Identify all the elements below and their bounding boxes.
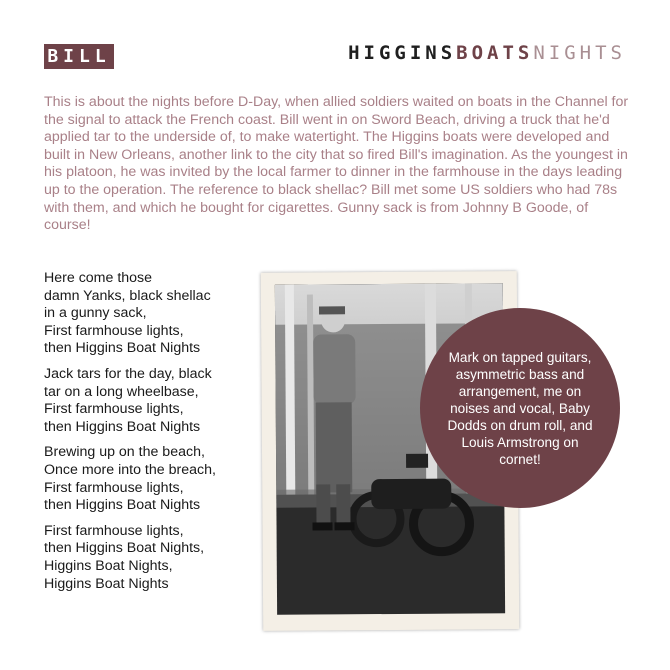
lyric-line: then Higgins Boat Nights,	[44, 540, 205, 557]
title-part-higgins: HIGGINS	[348, 42, 457, 64]
lyric-line: Higgins Boat Nights	[44, 575, 169, 592]
lyric-line: then Higgins Boat Nights	[44, 418, 201, 435]
lyric-line: First farmhouse lights,	[44, 479, 184, 496]
lyric-line: Here come those	[44, 270, 153, 286]
intro-paragraph: This is about the nights before D-Day, when allied soldiers waited on boats in the Channel for the signal to attack the French coast. Bill went in on Sword Beach, driving a truck that he'd applied tar to the underside of, to make watertight. The Higgins boats were developed and built in New Orleans, another link to the city that so fired Bill's imagination. As the youngest in his platoon, he was invited by the local farmer to dinner in the farmhouse in the days leading up to the operation. The reference to black shellac? Bill met some US soldiers who had 78s with them, and which he bought for cigarettes. Gunny sack is from Johnny B Goode, of course!	[44, 94, 629, 234]
lyric-stanza	[44, 444, 254, 514]
song-badge: BILL	[44, 44, 114, 69]
lyrics	[44, 270, 254, 601]
credits-bubble	[420, 308, 620, 508]
lyric-line: Once more into the breach,	[44, 461, 216, 478]
lyric-line: Brewing up on the beach,	[44, 444, 205, 461]
lyric-line: First farmhouse lights,	[44, 522, 184, 539]
lyric-line: First farmhouse lights,	[44, 401, 184, 418]
lyric-stanza	[44, 270, 254, 358]
lyric-line: tar on a long wheelbase,	[44, 383, 199, 400]
credits-text: Mark on tapped guitars, asymmetric bass and arrangement, me on noises and vocal, Baby Dodds on drum roll, and Louis Armstrong on cornet!	[447, 349, 593, 467]
lyric-stanza	[44, 366, 254, 436]
title-part-nights: NIGHTS	[533, 42, 626, 64]
title-part-boats: BOATS	[456, 42, 534, 64]
lyric-line: Higgins Boat Nights,	[44, 557, 173, 574]
lyric-line: Jack tars for the day, black	[44, 365, 212, 382]
lyric-line: then Higgins Boat Nights	[44, 340, 201, 357]
lyric-line: in a gunny sack,	[44, 305, 147, 322]
song-title	[348, 42, 626, 64]
lyric-line: First farmhouse lights,	[44, 322, 184, 339]
lyric-line: damn Yanks, black shellac	[44, 287, 211, 304]
lyric-stanza	[44, 523, 254, 593]
lyric-line: then Higgins Boat Nights	[44, 497, 201, 514]
